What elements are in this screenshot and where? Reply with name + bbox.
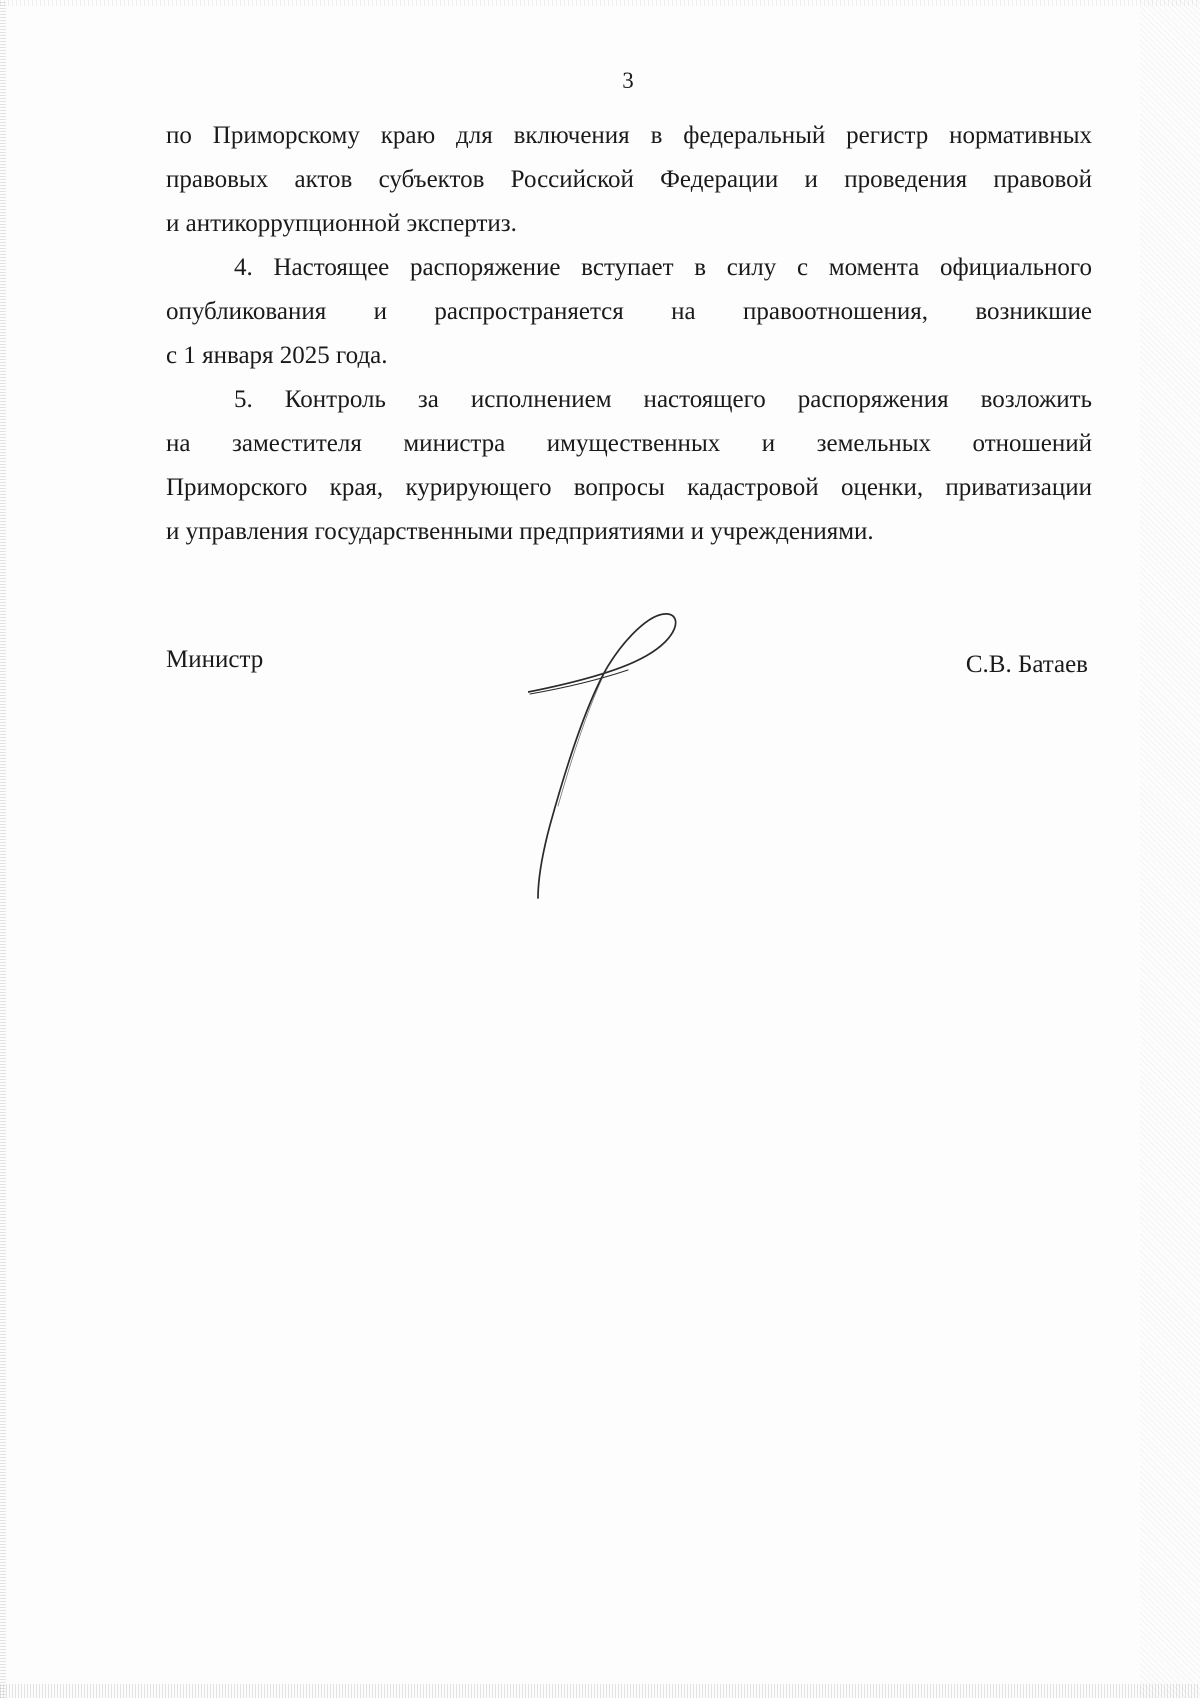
signatory-name: С.В. Батаев <box>965 651 1088 678</box>
paragraph-item-5 <box>166 378 1092 554</box>
scan-edge-left <box>0 0 6 1698</box>
paragraph-continuation <box>166 114 1092 246</box>
text-line: 4. Настоящее распоряжение вступает в силу с момента официального <box>234 254 1092 281</box>
text-line: на заместителя министра имущественных и земельных отношений <box>166 430 1092 457</box>
text-line: Приморского края, курирующего вопросы кадастровой оценки, приватизации <box>166 474 1092 501</box>
text-line: с 1 января 2025 года. <box>166 342 388 369</box>
text-line: опубликования и распространяется на правоотношения, возникшие <box>166 298 1092 325</box>
document-body <box>166 114 1092 554</box>
text-line: и управления государственными предприятиями и учреждениями. <box>166 518 874 545</box>
scan-edge-bottom <box>0 1684 1200 1698</box>
text-line: и антикоррупционной экспертиз. <box>166 210 517 237</box>
paragraph-item-4 <box>166 246 1092 378</box>
text-line: 5. Контроль за исполнением настоящего распоряжения возложить <box>234 386 1092 413</box>
handwritten-signature <box>528 610 688 900</box>
scan-edge-right <box>1140 0 1200 1698</box>
text-line: по Приморскому краю для включения в федеральный регистр нормативных <box>166 122 1092 149</box>
text-line: правовых актов субъектов Российской Федерации и проведения правовой <box>166 166 1092 193</box>
signature-block <box>166 640 1092 920</box>
scan-edge-top <box>0 0 1200 6</box>
page-number: 3 <box>622 68 634 93</box>
signatory-role: Министр <box>166 646 264 673</box>
